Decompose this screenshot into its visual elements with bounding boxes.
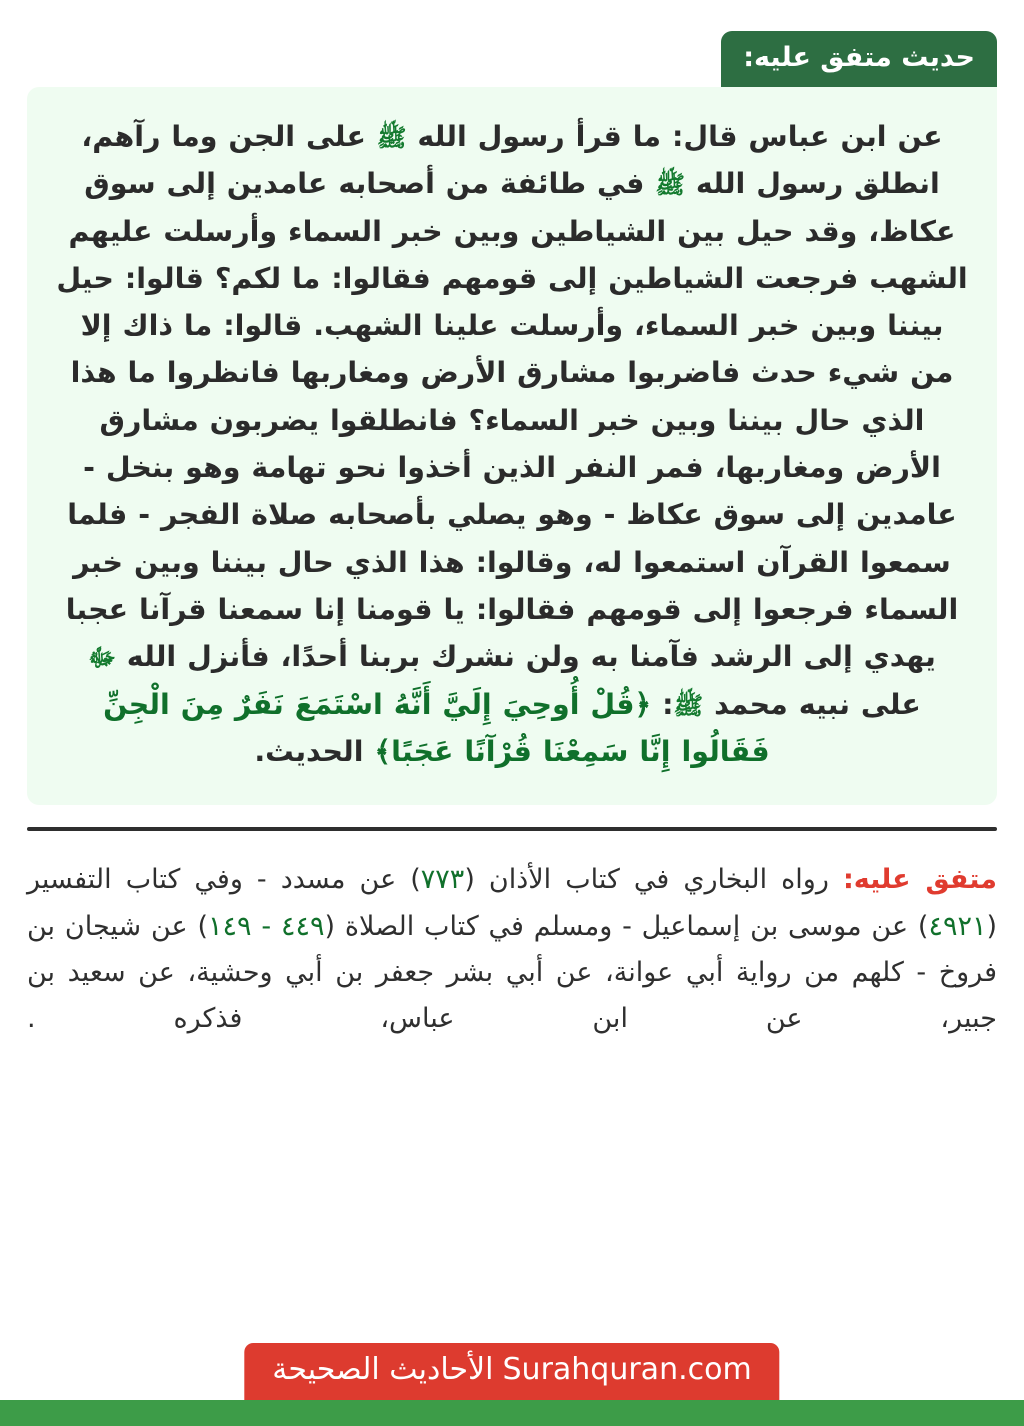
footer-green-bar: [0, 1400, 1024, 1426]
hadith-type-badge: حديث متفق عليه:: [721, 31, 997, 87]
quran-verse-text: قُلْ أُوحِيَ إِلَيَّ أَنَّهُ اسْتَمَعَ نَفَرٌ مِنَ الْجِنِّ فَقَالُوا إِنَّا سَمِعْنَا قُرْآنًا عَجَبًا: [103, 687, 770, 768]
hadith-number-bukhari-tafsir: ٤٩٢١: [928, 910, 987, 942]
hadith-number-muslim-salah: ٤٤٩ - ١٤٩: [208, 910, 325, 942]
footer-title: الأحاديث الصحيحة: [272, 1352, 494, 1388]
attribution-segment-1: رواه البخاري في كتاب الأذان (: [464, 864, 843, 896]
hadith-segment-4: على نبيه محمد: [703, 687, 921, 721]
pbuh-symbol-icon: ﷺ: [655, 170, 685, 200]
hadith-segment-6: الحديث.: [254, 734, 375, 768]
layout-spacer: [0, 1043, 1024, 1334]
hadith-segment-1: عن ابن عباس قال: ما قرأ رسول الله: [406, 120, 943, 153]
footer: [0, 1334, 1024, 1426]
hadith-panel: [27, 87, 997, 805]
attribution-segment-2: ) عن مسدد - وفي كتاب التفسير (: [27, 864, 997, 942]
azzawajal-symbol-icon: ﷻ: [88, 643, 116, 673]
hadith-segment-5: :: [651, 687, 674, 721]
attribution-segment-4: ) عن شيجان بن فروخ - كلهم من رواية أبي عوانة، عن أبي بشر جعفر بن أبي وحشية، عن سعيد بن جبير، عن ابن عباس، فذكره .: [27, 910, 997, 1035]
quran-bracket-open-icon: ﴿: [634, 687, 652, 721]
section-divider: [27, 827, 997, 831]
hadith-text: [55, 113, 969, 775]
hadith-segment-2: على الجن وما رآهم، انطلق رسول الله: [81, 120, 940, 201]
header-row: [0, 31, 1024, 87]
hadith-segment-3: في طائفة من أصحابه عامدين إلى سوق عكاظ، وقد حيل بين الشياطين وبين خبر السماء وأرسلت عليهم الشهب فرجعت الشياطين إلى قومهم فقالوا: ما لكم؟ قالوا: حيل بيننا وبين خبر السماء، وأرسلت علينا الشهب. قالوا: ما ذاك إلا من شيء حدث فاضربوا مشارق الأرض ومغاربها فانظروا ما هذا الذي حال بيننا وبين خبر السماء؟ فانطلقوا يضربون مشارق الأرض ومغاربها، فمر النفر الذين أخذوا نحو تهامة وهو بنخل - عامدين إلى سوق عكاظ - وهو يصلي بأصحابه صلاة الفجر - فلما سمعوا القرآن استمعوا له، وقالوا: هذا الذي حال بيننا وبين خبر السماء فرجعوا إلى قومهم فقالوا: يا قومنا إنا سمعنا قرآنا عجبا يهدي إلى الرشد فآمنا به ولن نشرك بربنا أحدًا، فأنزل الله: [56, 167, 968, 674]
quran-bracket-close-icon: ﴾: [374, 734, 392, 768]
footer-site-url: Surahquran.com: [502, 1352, 752, 1388]
hadith-number-bukhari-adhan: ٧٧٣: [420, 864, 465, 896]
attribution-segment-3: ) عن موسى بن إسماعيل - ومسلم في كتاب الصلاة (: [324, 910, 929, 942]
divider-wrap: [0, 827, 1024, 831]
attribution-label: متفق عليه:: [842, 864, 997, 896]
pbuh-symbol-icon: ﷺ: [376, 123, 407, 152]
pbuh-symbol-icon: ﷺ: [673, 690, 704, 720]
attribution-text: [27, 857, 997, 1043]
footer-brand-banner[interactable]: [244, 1343, 779, 1400]
